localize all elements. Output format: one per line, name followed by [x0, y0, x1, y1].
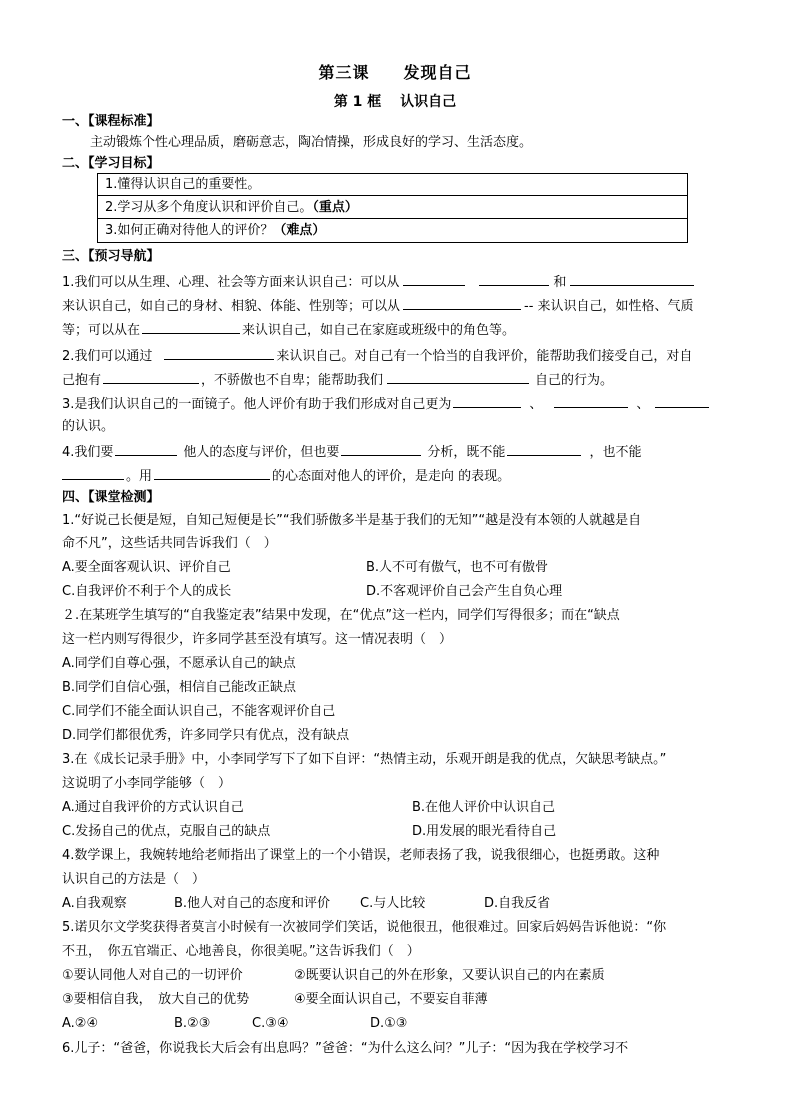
- p3-text-a: 3.是我们认识自己的一面镜子。他人评价有助于我们形成对自己更为: [62, 397, 452, 412]
- q4-option-d[interactable]: D.自我反省: [484, 896, 551, 911]
- blank-field[interactable]: [570, 272, 694, 286]
- blank-field[interactable]: [479, 272, 549, 286]
- p2-text-e: 自己的行为。: [535, 373, 614, 388]
- q1-option-b[interactable]: B.人不可有傲气，也不可有傲骨: [366, 560, 549, 575]
- q2-option-c[interactable]: C.同学们不能全面认识自己，不能客观评价自己: [62, 704, 336, 719]
- p4-text-e: 。用: [126, 469, 153, 484]
- q5-statement-3: ③要相信自我， 放大自己的优势: [62, 992, 250, 1007]
- goal-row-1: [98, 174, 687, 196]
- blank-field[interactable]: [115, 442, 177, 456]
- curriculum-standard-text: 主动锻炼个性心理品质，磨砺意志，陶冶情操，形成良好的学习、生活态度。: [90, 135, 533, 150]
- blank-field[interactable]: [554, 394, 628, 408]
- blank-field[interactable]: [341, 442, 421, 456]
- blank-field[interactable]: [453, 394, 521, 408]
- q1-stem-line2: 命不凡”，这些话共同告诉我们（ ）: [62, 536, 277, 551]
- q1-option-c[interactable]: C.自我评价不利于个人的成长: [62, 584, 232, 599]
- p2-text-b: 来认识自己。对自己有一个恰当的自我评价，能帮助我们接受自己，对自: [276, 349, 693, 364]
- q4-option-c[interactable]: C.与人比较: [360, 896, 426, 911]
- section-3-heading: 三、【预习导航】: [62, 249, 160, 264]
- goal-2-tag: （重点）: [312, 200, 358, 215]
- goal-1-text: 1.懂得认识自己的重要性。: [105, 177, 261, 192]
- q1-stem-line1: 1.“好说己长便是短，自知己短便是长”“我们骄傲多半是基于我们的无知”“越是没有本领的人就越是自: [62, 513, 642, 528]
- preview-p2-line2: [62, 370, 613, 390]
- q1-option-d[interactable]: D.不客观评价自己会产生自负心理: [366, 584, 563, 599]
- learning-goals-table: [97, 173, 688, 243]
- blank-field[interactable]: [142, 320, 240, 334]
- section-2-heading: 二、【学习目标】: [62, 156, 160, 171]
- q5-option-c[interactable]: C.③④: [252, 1016, 289, 1031]
- blank-field[interactable]: [403, 272, 465, 286]
- p4-text-a: 4.我们要: [62, 445, 114, 460]
- p1-text-b: 和: [553, 275, 567, 290]
- q3-stem-line2: 这说明了小李同学能够（ ）: [62, 776, 232, 791]
- p1-text-d: -- 来认识自己，如性格、气质: [524, 299, 694, 314]
- p3-text-c: 、: [636, 397, 650, 412]
- q4-stem-line2: 认识自己的方法是（ ）: [62, 872, 206, 887]
- preview-p1-line3: [62, 320, 515, 340]
- p1-text-c: 来认识自己，如自己的身材、相貌、体能、性别等；可以从: [62, 299, 401, 314]
- p4-text-c: 分析，既不能: [427, 445, 506, 460]
- blank-field[interactable]: [403, 296, 521, 310]
- goal-row-3: [98, 220, 687, 242]
- p1-text-a: 1.我们可以从生理、心理、社会等方面来认识自己：可以从: [62, 275, 400, 290]
- q5-statement-2: ②既要认识自己的外在形象，又要认识自己的内在素质: [294, 968, 605, 983]
- p1-text-e: 等；可以从在: [62, 323, 141, 338]
- q5-stem-line2: 不丑， 你五官端正、心地善良，你很美呢。”这告诉我们（ ）: [62, 944, 420, 959]
- q5-option-a[interactable]: A.②④: [62, 1016, 99, 1031]
- p2-text-c: 己抱有: [62, 373, 102, 388]
- q3-stem-line1: 3.在《成长记录手册》中，小李同学写下了如下自评：“热情主动，乐观开朗是我的优点，欠缺思考缺点。”: [62, 752, 667, 767]
- blank-field[interactable]: [154, 466, 270, 480]
- preview-p1-line2: [62, 296, 694, 316]
- preview-p1-line1: [62, 272, 694, 292]
- q5-statement-4: ④要全面认识自己，不要妄自菲薄: [294, 992, 488, 1007]
- goal-row-2: [98, 197, 687, 219]
- p4-text-f: 的心态面对他人的评价，是走向 的表现。: [272, 469, 511, 484]
- q3-option-b[interactable]: B.在他人评价中认识自己: [412, 800, 556, 815]
- q1-option-a[interactable]: A.要全面客观认识、评价自己: [62, 560, 231, 575]
- preview-p3-line1: [62, 394, 709, 414]
- q3-option-c[interactable]: C.发扬自己的优点，克服自己的缺点: [62, 824, 271, 839]
- preview-p4-line1: [62, 442, 641, 462]
- goal-3-text: 3.如何正确对待他人的评价？: [105, 223, 274, 238]
- p2-text-d: ，不骄傲也不自卑；能帮助我们: [201, 373, 384, 388]
- preview-p4-line2: [62, 466, 510, 486]
- section-1-heading: 一、【课程标准】: [62, 114, 160, 129]
- blank-field[interactable]: [507, 442, 581, 456]
- preview-p2-line1: [62, 346, 692, 366]
- blank-field[interactable]: [387, 370, 529, 384]
- q6-stem-line1: 6.儿子：“爸爸，你说我长大后会有出息吗？”爸爸：“为什么这么问？”儿子：“因为我在学校学习不: [62, 1041, 629, 1056]
- goal-3-tag: （难点）: [273, 223, 326, 238]
- section-4-heading: 四、【课堂检测】: [62, 490, 160, 505]
- q2-stem-line2: 这一栏内则写得很少，许多同学甚至没有填写。这一情况表明（ ）: [62, 632, 453, 647]
- blank-field[interactable]: [103, 370, 199, 384]
- q4-stem-line1: 4.数学课上，我婉转地给老师指出了课堂上的一个小错误，老师表扬了我，说我很细心，也挺勇敢。这种: [62, 848, 660, 863]
- q2-option-b[interactable]: B.同学们自信心强，相信自己能改正缺点: [62, 680, 297, 695]
- blank-field[interactable]: [655, 394, 709, 408]
- q5-statement-1: ①要认同他人对自己的一切评价: [62, 968, 243, 983]
- q4-option-a[interactable]: A.自我观察: [62, 896, 127, 911]
- q4-option-b[interactable]: B.他人对自己的态度和评价: [174, 896, 331, 911]
- p4-text-b: 他人的态度与评价，但也要: [183, 445, 340, 460]
- blank-field[interactable]: [62, 466, 124, 480]
- goal-2-text: 2.学习从多个角度认识和评价自己。: [105, 200, 313, 215]
- p1-text-f: 来认识自己，如自己在家庭或班级中的角色等。: [242, 323, 516, 338]
- q5-option-d[interactable]: D.①③: [370, 1016, 408, 1031]
- q2-stem-line1: ２.在某班学生填写的“自我鉴定表”结果中发现，在“优点”这一栏内，同学们写得很多；而在“缺点: [62, 608, 620, 623]
- preview-p3-line2: 的认识。: [62, 419, 115, 434]
- p2-text-a: 2.我们可以通过: [62, 349, 153, 364]
- q5-stem-line1: 5.诺贝尔文学奖获得者莫言小时候有一次被同学们笑话，说他很丑，他很难过。回家后妈妈告诉他说：“你: [62, 920, 667, 935]
- q5-option-b[interactable]: B.②③: [174, 1016, 211, 1031]
- q2-option-a[interactable]: A.同学们自尊心强，不愿承认自己的缺点: [62, 656, 296, 671]
- p3-text-b: 、: [529, 397, 543, 412]
- q3-option-a[interactable]: A.通过自我评价的方式认识自己: [62, 800, 244, 815]
- lesson-title: 第三课 发现自己: [318, 63, 472, 82]
- q3-option-d[interactable]: D.用发展的眼光看待自己: [412, 824, 557, 839]
- p4-text-d: ，也不能: [589, 445, 642, 460]
- section-title: 第 1 框 认识自己: [333, 94, 457, 110]
- blank-field[interactable]: [164, 346, 274, 360]
- q2-option-d[interactable]: D.同学们都很优秀，许多同学只有优点，没有缺点: [62, 728, 350, 743]
